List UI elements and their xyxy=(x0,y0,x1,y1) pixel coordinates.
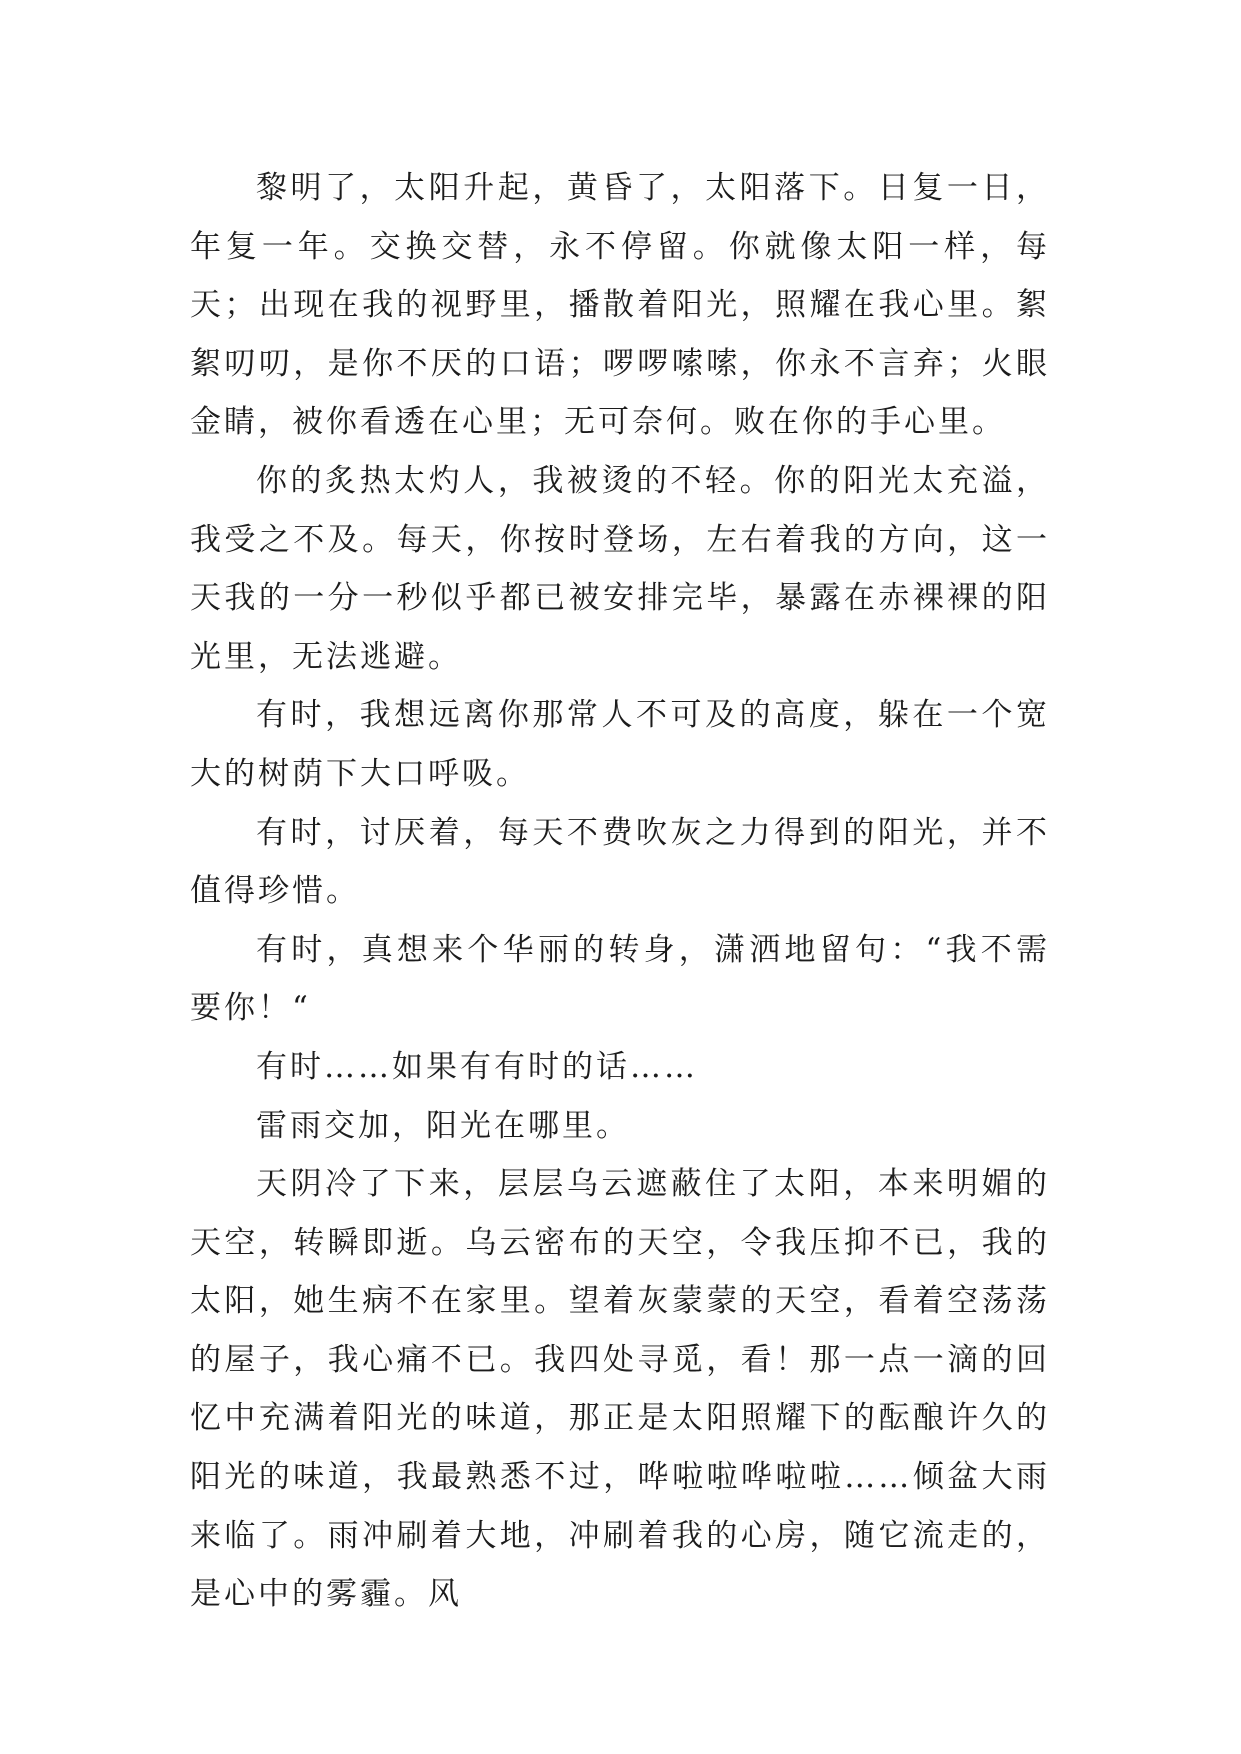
paragraph-scorching-sun: 你的炙热太灼人，我被烫的不轻。你的阳光太充溢，我受之不及。每天，你按时登场，左右着我的方向，这一天我的一分一秒似乎都已被安排完毕，暴露在赤裸裸的阳光里，无法逃避。 xyxy=(190,462,1050,675)
paragraph-sometimes-dislike: 有时，讨厌着，每天不费吹灰之力得到的阳光，并不值得珍惜。 xyxy=(190,814,1050,910)
paragraph-if-sometimes: 有时……如果有有时的话…… xyxy=(256,1048,698,1085)
paragraph-sometimes-escape: 有时，我想远离你那常人不可及的高度，躲在一个宽大的树荫下大口呼吸。 xyxy=(190,697,1050,792)
paragraph-dawn-dusk: 黎明了，太阳升起，黄昏了，太阳落下。日复一日，年复一年。交换交替，永不停留。你就像太阳一样，每天；出现在我的视野里，播散着阳光，照耀在我心里。絮絮叨叨，是你不厌的口语；啰啰嗦嗦，你永不言弃；火眼金睛，被你看透在心里；无可奈何。败在你的手心里。 xyxy=(190,170,1050,441)
body-text xyxy=(190,159,1050,1624)
paragraph-thunderstorm: 雷雨交加，阳光在哪里。 xyxy=(256,1107,630,1144)
paragraph-overcast-sky: 天阴冷了下来，层层乌云遮蔽住了太阳，本来明媚的天空，转瞬即逝。乌云密布的天空，令我压抑不已，我的太阳，她生病不在家里。望着灰蒙蒙的天空，看着空荡荡的屋子，我心痛不已。我四处寻觅，看！那一点一滴的回忆中充满着阳光的味道，那正是太阳照耀下的酝酿许久的阳光的味道，我最熟悉不过，哗啦啦哗啦啦……倾盆大雨来临了。雨冲刷着大地，冲刷着我的心房，随它流走的，是心中的雾霾。风 xyxy=(190,1166,1050,1613)
paragraph-sometimes-turn-away: 有时，真想来个华丽的转身，潇洒地留句：“我不需要你！“ xyxy=(190,931,1050,1027)
